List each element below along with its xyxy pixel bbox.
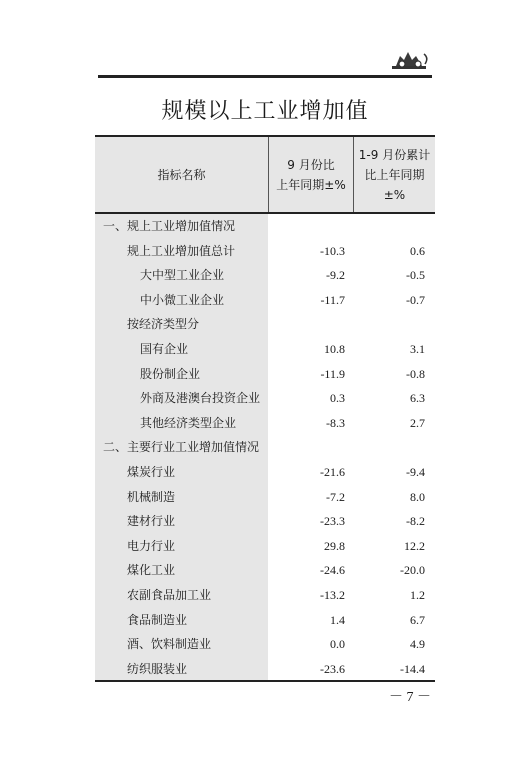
- table-row: [95, 632, 435, 657]
- row-label: 食品制造业: [127, 612, 188, 627]
- row-label: 其他经济类型企业: [140, 415, 237, 430]
- header-cumulative-change: 1-9 月份累计 比上年同期 ±%: [358, 147, 431, 202]
- row-monthly-value: 29.8: [324, 538, 345, 553]
- row-cumulative-value: 6.3: [410, 391, 425, 406]
- row-cumulative-value: -20.0: [400, 563, 425, 578]
- table-row: [95, 657, 435, 682]
- row-label: 按经济类型分: [127, 317, 200, 332]
- row-monthly-value: 0.0: [330, 637, 345, 652]
- table-row: [95, 288, 435, 313]
- row-cumulative-value: -0.7: [406, 292, 425, 307]
- table-row: [95, 558, 435, 583]
- row-monthly-value: -13.2: [320, 587, 345, 602]
- table-row: [95, 337, 435, 362]
- row-monthly-value: -8.3: [326, 415, 345, 430]
- row-monthly-value: 1.4: [330, 612, 345, 627]
- publication-logo: [388, 46, 432, 76]
- row-cumulative-value: 2.7: [410, 415, 425, 430]
- row-cumulative-value: -8.2: [406, 514, 425, 529]
- page-number: － 7 －: [389, 690, 431, 705]
- table-row: [95, 460, 435, 485]
- row-cumulative-value: 4.9: [410, 637, 425, 652]
- row-label: 二、主要行业工业增加值情况: [103, 440, 260, 455]
- row-cumulative-value: 0.6: [410, 243, 425, 258]
- row-monthly-value: -10.3: [320, 243, 345, 258]
- row-cumulative-value: 12.2: [404, 538, 425, 553]
- row-label: 煤炭行业: [127, 464, 176, 479]
- row-label: 外商及港澳台投资企业: [140, 391, 261, 406]
- table-row: [95, 362, 435, 387]
- row-label: 纺织服装业: [127, 661, 188, 676]
- row-monthly-value: 10.8: [324, 341, 345, 356]
- row-monthly-value: -11.7: [320, 292, 345, 307]
- header-indicator-name: 指标名称: [157, 167, 206, 182]
- table-row: [95, 583, 435, 608]
- row-label: 机械制造: [127, 489, 176, 504]
- page-title: 规模以上工业增加值: [161, 99, 369, 124]
- row-label: 农副食品加工业: [127, 587, 212, 602]
- row-label: 酒、饮料制造业: [127, 637, 212, 652]
- table-row: [95, 386, 435, 411]
- table-row: [95, 214, 435, 239]
- row-label: 建材行业: [127, 514, 176, 529]
- table-row: [95, 239, 435, 264]
- table-row: [95, 509, 435, 534]
- row-cumulative-value: -0.5: [406, 268, 425, 283]
- row-label: 中小微工业企业: [140, 292, 225, 307]
- row-cumulative-value: 6.7: [410, 612, 425, 627]
- row-monthly-value: -23.3: [320, 514, 345, 529]
- table-row: [95, 485, 435, 510]
- row-monthly-value: -11.9: [320, 366, 345, 381]
- statistics-table: [95, 135, 435, 683]
- table-bottom-rule: [95, 680, 435, 682]
- row-cumulative-value: -9.4: [406, 464, 425, 479]
- row-monthly-value: -21.6: [320, 464, 345, 479]
- row-label: 规上工业增加值总计: [127, 243, 236, 258]
- row-cumulative-value: 8.0: [410, 489, 425, 504]
- table-row: [95, 312, 435, 337]
- row-cumulative-value: 1.2: [410, 587, 425, 602]
- table-row: [95, 411, 435, 436]
- table-row: [95, 608, 435, 633]
- row-monthly-value: -7.2: [326, 489, 345, 504]
- table-row: [95, 534, 435, 559]
- header-monthly-change: 9 月份比 上年同期±%: [276, 157, 346, 192]
- header-rule: [98, 75, 432, 78]
- row-label: 一、规上工业增加值情况: [103, 219, 236, 233]
- row-label: 股份制企业: [140, 366, 201, 381]
- row-cumulative-value: 3.1: [410, 341, 425, 356]
- row-label: 国有企业: [140, 341, 189, 356]
- row-monthly-value: -23.6: [320, 661, 345, 676]
- row-label: 大中型工业企业: [140, 268, 225, 283]
- table-row: [95, 435, 435, 460]
- row-label: 煤化工业: [127, 563, 176, 578]
- row-monthly-value: -9.2: [326, 268, 345, 283]
- row-cumulative-value: -14.4: [400, 661, 425, 676]
- row-cumulative-value: -0.8: [406, 366, 425, 381]
- row-monthly-value: -24.6: [320, 563, 345, 578]
- table-row: [95, 263, 435, 288]
- row-monthly-value: 0.3: [330, 391, 345, 406]
- table-body: [95, 214, 435, 681]
- row-label: 电力行业: [127, 538, 176, 553]
